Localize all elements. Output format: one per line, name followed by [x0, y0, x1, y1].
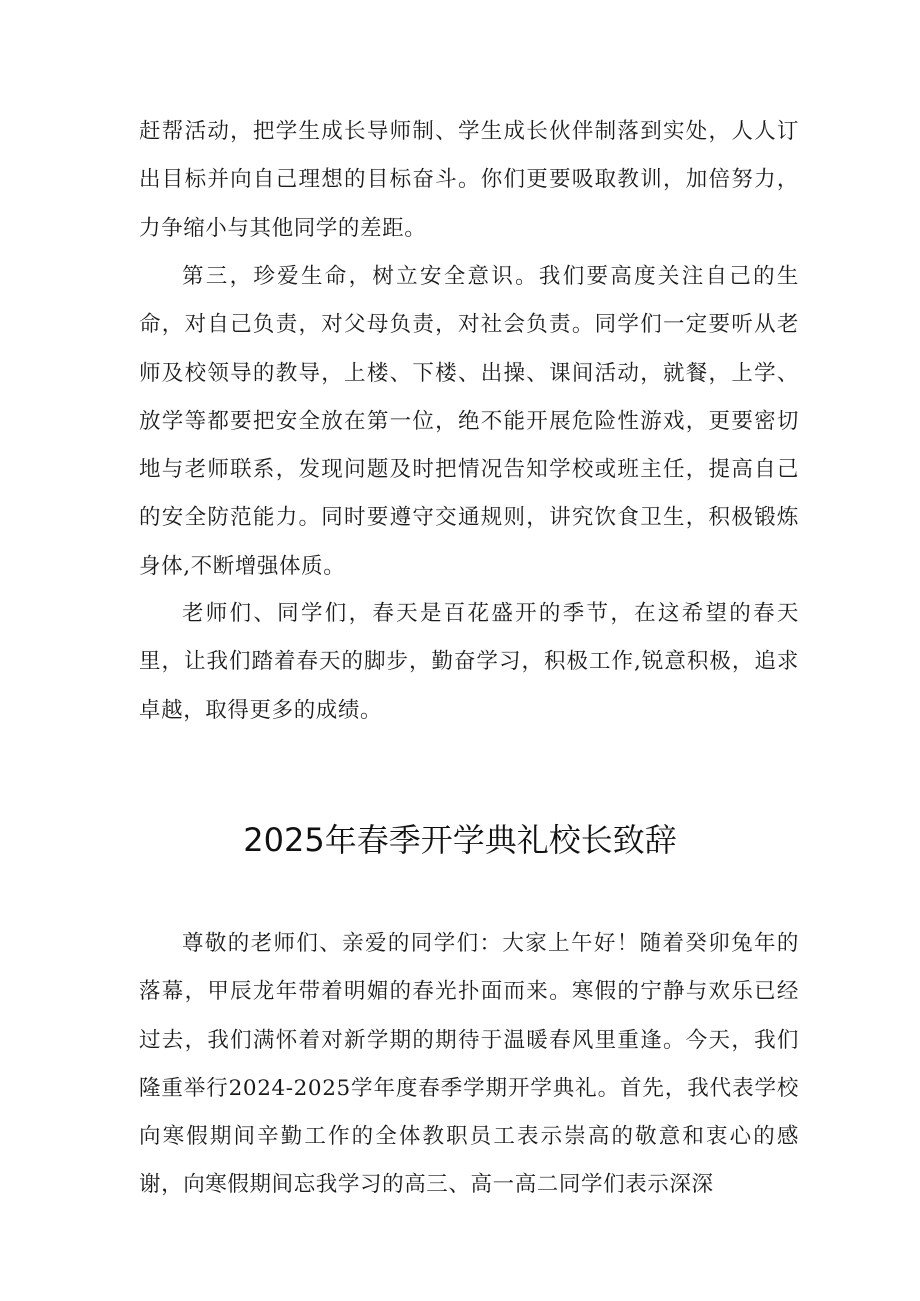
- paragraph-closing: 老师们、同学们，春天是百花盛开的季节，在这希望的春天里，让我们踏着春天的脚步，勤奋学习，积极工作,锐意积极，追求卓越，取得更多的成绩。: [139, 601, 799, 723]
- paragraph-continuation: 赶帮活动，把学生成长导师制、学生成长伙伴制落到实处，人人订出目标并向自己理想的目标奋斗。你们更要吸取教训，加倍努力，力争缩小与其他同学的差距。: [139, 119, 799, 241]
- paragraph-safety: 第三，珍爱生命，树立安全意识。我们要高度关注自己的生命，对自己负责，对父母负责，对社会负责。同学们一定要听从老师及校领导的教导，上楼、下楼、出操、课间活动，就餐，上学、放学等都要把安全放在第一位，绝不能开展危险性游戏，更要密切地与老师联系，发现问题及时把情况告知学校或班主任，提高自己的安全防范能力。同时要遵守交通规则，讲究饮食卫生，积极锻炼身体,不断增强体质。: [139, 264, 799, 579]
- paragraph-greeting: 尊敬的老师们、亲爱的同学们：大家上午好！随着癸卯兔年的落幕，甲辰龙年带着明媚的春光扑面而来。寒假的宁静与欢乐已经过去，我们满怀着对新学期的期待于温暖春风里重逢。今天，我们隆重举行2024-2025学年度春季学期开学典礼。首先，我代表学校向寒假期间辛勤工作的全体教职员工表示崇高的敬意和衷心的感谢，向寒假期间忘我学习的高三、高一高二同学们表示深深: [139, 931, 799, 1198]
- page-title: 2025年春季开学典礼校长致辞: [243, 821, 677, 859]
